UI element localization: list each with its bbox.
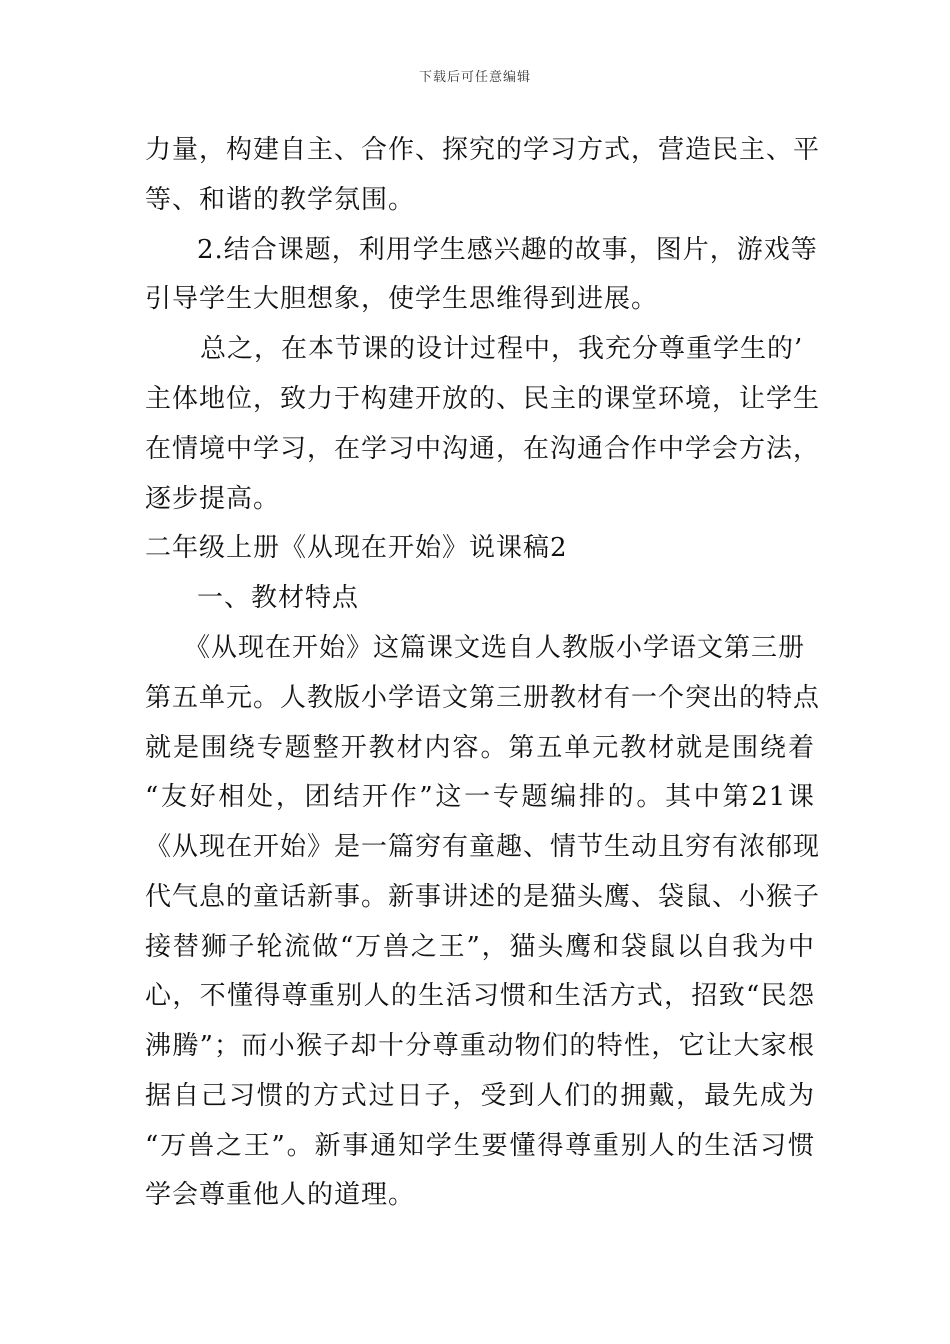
body-line: “万兽之王”。新事通知学生要懂得尊重别人的生活习惯 xyxy=(145,1131,815,1161)
body-line: 学会尊重他人的道理。 xyxy=(145,1180,416,1210)
body-line: 在情境中学习，在学习中沟通，在沟通合作中学会方法， xyxy=(145,434,821,464)
body-line: 2.结合课题，利用学生感兴趣的故事，图片，游戏等 xyxy=(170,235,818,265)
body-line: 就是围绕专题整开教材内容。第五单元教材就是围绕着 xyxy=(145,733,815,763)
body-line: 《从现在开始》这篇课文选自人教版小学语文第三册 xyxy=(170,633,806,663)
body-line: 第五单元。人教版小学语文第三册教材有一个突出的特点 xyxy=(145,683,821,713)
body-line: 《从现在开始》是一篇穷有童趣、情节生动且穷有浓郁现 xyxy=(145,832,821,862)
body-line: 总之，在本节课的设计过程中，我充分尊重学生的’ xyxy=(173,334,804,364)
body-line: 等、和谐的教学氛围。 xyxy=(145,185,416,215)
body-line: 主体地位，致力于构建开放的、民主的课堂环境，让学生 xyxy=(145,384,821,414)
body-line: 代气息的童话新事。新事讲述的是猫头鹰、袋鼠、小猴子 xyxy=(145,882,821,912)
body-line: “友好相处，团结开作”这一专题编排的。其中第21课 xyxy=(145,782,815,812)
section-heading: 一、教材特点 xyxy=(170,583,360,613)
body-line: 据自己习惯的方式过日子，受到人们的拥戴，最先成为 xyxy=(145,1081,815,1111)
body-line: 心，不懂得尊重别人的生活习惯和生活方式，招致“民怨 xyxy=(145,981,815,1011)
body-line: 引导学生大胆想象，使学生思维得到进展。 xyxy=(145,284,659,314)
body-line: 接替狮子轮流做“万兽之王”，猫头鹰和袋鼠以自我为中 xyxy=(145,932,815,962)
body-line: 逐步提高。 xyxy=(145,484,281,514)
body-line: 力量，构建自主、合作、探究的学习方式，营造民主、平 xyxy=(145,135,821,165)
page-header: 下载后可任意编辑 xyxy=(418,70,531,85)
section-title: 二年级上册《从现在开始》说课稿2 xyxy=(145,533,568,563)
body-line: 沸腾”；而小猴子却十分尊重动物们的特性，它让大家根 xyxy=(145,1031,815,1061)
